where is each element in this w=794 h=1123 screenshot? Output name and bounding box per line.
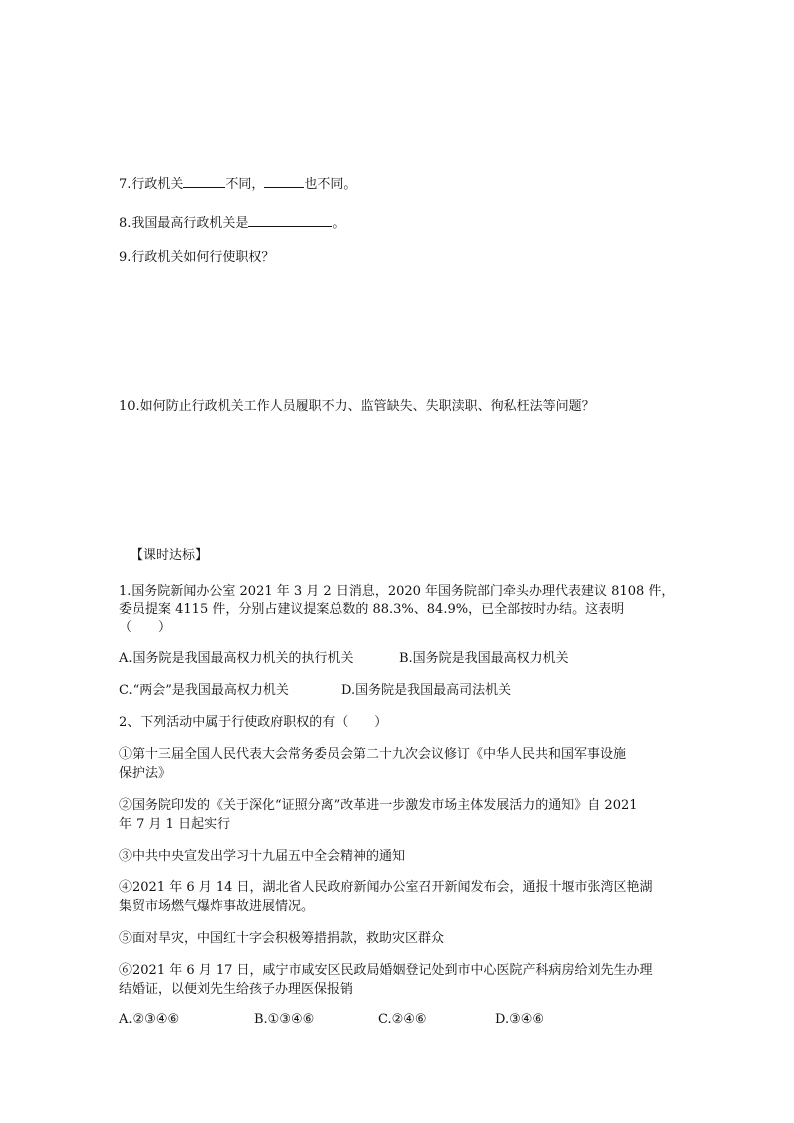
question-7-part-a: 7.行政机关: [119, 177, 184, 192]
mc1-options-row-1: [119, 649, 569, 669]
mc2-item-1-line-1: ①第十三届全国人民代表大会常务委员会第二十九次会议修订《中华人民共和国军事设施: [119, 747, 627, 762]
mc1-stem-line-1: 1.国务院新闻办公室 2021 年 3 月 2 日消息，2020 年国务院部门牵头办理代表建议 8108 件，: [119, 584, 675, 599]
question-8-part-b: 。: [332, 216, 346, 231]
mc2-item-4-line-2: 集贸市场燃气爆炸事故进展情况。: [119, 899, 315, 914]
mc2-option-c: C.②④⑥: [378, 1012, 427, 1027]
mc1-stem-line-2: 委员提案 4115 件，分别占建议提案总数的 88.3%、84.9%，已全部按时办结。这表明: [119, 602, 625, 617]
mc1-options-row-2: [119, 681, 511, 701]
mc2-item-5: ⑤面对旱灾，中国红十字会积极筹措捐款，救助灾区群众: [119, 931, 445, 946]
mc1-option-b: B.国务院是我国最高权力机关: [399, 651, 569, 666]
mc2-stem: 2、下列活动中属于行使政府职权的有（ ）: [119, 715, 388, 730]
answer-blank: [248, 212, 332, 227]
mc1-option-d: D.国务院是我国最高司法机关: [341, 683, 512, 698]
answer-blank: [264, 173, 304, 188]
mc2-item-1-line-2: 保护法》: [119, 766, 172, 781]
mc1-option-c: C.“两会”是我国最高权力机关: [119, 683, 289, 698]
mc2-options-row: [119, 1010, 544, 1030]
mc2-item-3: ③中共中央宣发出学习十九届五中全会精神的通知: [119, 849, 406, 864]
mc1-option-a: A.国务院是我国最高权力机关的执行机关: [119, 651, 354, 666]
mc2-option-d: D.③④⑥: [495, 1012, 545, 1027]
mc2-item-6-line-2: 结婚证，以便刘先生给孩子办理医保报销: [119, 982, 354, 997]
question-7-part-b: 不同，: [225, 177, 265, 192]
section-title: 【课时达标】: [130, 548, 209, 563]
mc2-item-2-line-1: ②国务院印发的《关于深化“证照分离”改革进一步激发市场主体发展活力的通知》自 2021: [119, 798, 638, 813]
mc2-item-6-line-1: ⑥2021 年 6 月 17 日，咸宁市咸安区民政局婚姻登记处到市中心医院产科病房给刘先生办理: [119, 963, 653, 978]
mc1-stem-line-3: （ ）: [119, 620, 172, 635]
answer-blank: [183, 173, 225, 188]
question-7: [119, 173, 356, 195]
question-9: 9.行政机关如何行使职权？: [119, 250, 275, 265]
question-8: [119, 212, 345, 234]
mc2-option-a: A.②③④⑥: [119, 1012, 180, 1027]
mc2-option-b: B.①③④⑥: [254, 1012, 315, 1027]
question-7-part-c: 也不同。: [304, 177, 357, 192]
mc2-item-2-line-2: 年 7 月 1 日起实行: [119, 817, 231, 832]
mc2-item-4-line-1: ④2021 年 6 月 14 日，湖北省人民政府新闻办公室召开新闻发布会，通报十堰市张湾区艳湖: [119, 880, 653, 895]
question-8-part-a: 8.我国最高行政机关是: [119, 216, 249, 231]
question-10: 10.如何防止行政机关工作人员履职不力、监管缺失、失职渎职、徇私枉法等问题？: [119, 399, 595, 414]
